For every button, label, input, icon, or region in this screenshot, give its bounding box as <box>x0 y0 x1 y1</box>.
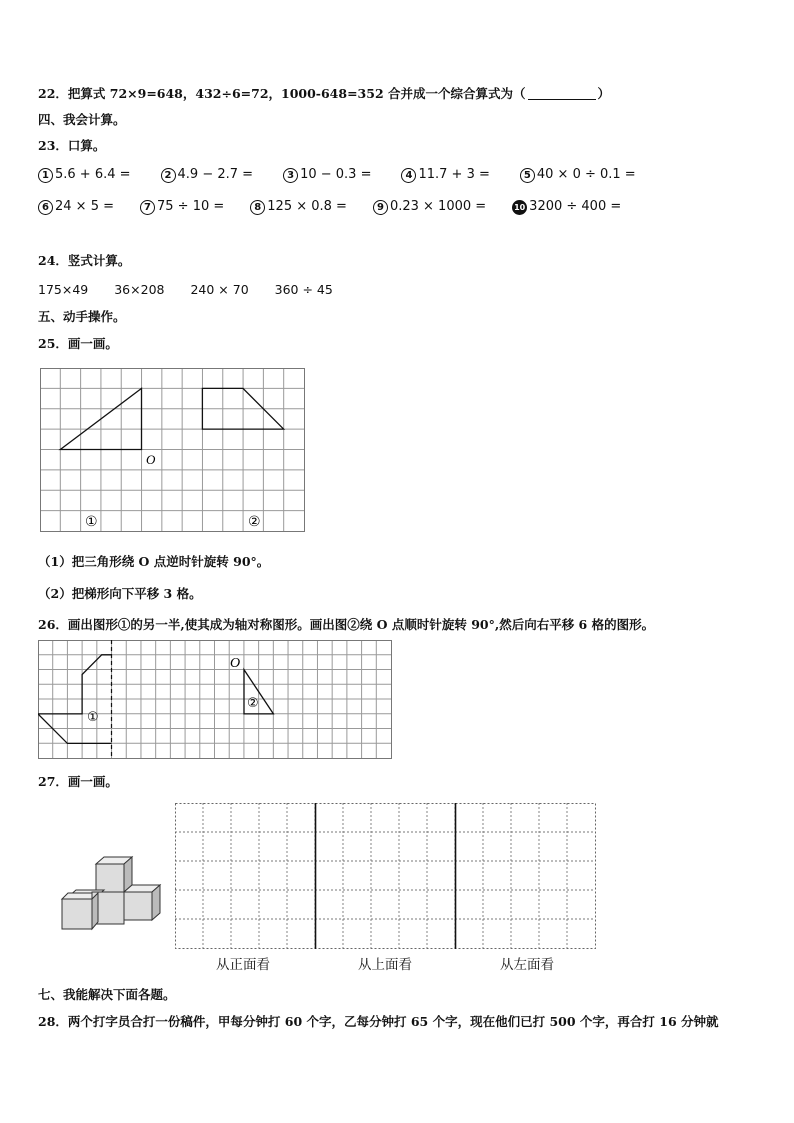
item-number-badge: 2 <box>161 168 176 183</box>
oral-calc-item <box>140 199 224 215</box>
item-number-badge: 4 <box>401 168 416 183</box>
section-7-heading: 七、我能解决下面各题。 <box>38 987 176 1002</box>
q23-row-1 <box>38 167 666 183</box>
oral-calc-item <box>38 199 114 215</box>
q26-text: 26．画出图形①的另一半,使其成为轴对称图形。画出图②绕 O 点顺时针旋转 90°,然后向右平移 6 格的图形。 <box>38 617 655 632</box>
oral-calc-item <box>373 199 486 215</box>
item-number-badge: 9 <box>373 200 388 215</box>
q27-title: 27．画一画。 <box>38 774 118 789</box>
expression: 40 × 0 ÷ 0.1 = <box>536 167 636 182</box>
figure-1-label: ① <box>85 514 98 530</box>
expression: 10 − 0.3 = <box>300 167 372 182</box>
q27-grid-lines <box>175 803 595 948</box>
item-number-badge: 7 <box>140 200 155 215</box>
item-number-badge: 6 <box>38 200 53 215</box>
top-view-caption: 从上面看 <box>358 957 412 973</box>
q27-dotted-grid[interactable] <box>175 803 599 953</box>
cube-stack-drawing <box>58 852 162 932</box>
oral-calc-item <box>401 167 489 183</box>
item-number-badge: 10 <box>512 200 527 215</box>
section-5-heading: 五、动手操作。 <box>38 309 126 324</box>
q24-item: 175×49 <box>38 282 89 297</box>
oral-calc-item <box>250 199 347 215</box>
point-o-label: O <box>146 452 156 467</box>
front-view-caption: 从正面看 <box>216 957 270 973</box>
point-o-label: O <box>230 656 241 671</box>
expression: 24 × 5 = <box>55 199 114 214</box>
oral-calc-item <box>520 167 636 183</box>
figure-1-label: ① <box>87 710 99 725</box>
q25-task-1: （1）把三角形绕 O 点逆时针旋转 90°。 <box>38 554 270 569</box>
expression: 0.23 × 1000 = <box>389 199 487 214</box>
q25-title: 25．画一画。 <box>38 336 118 351</box>
q23-row-2 <box>38 199 647 215</box>
oral-calc-item <box>283 167 371 183</box>
expression: 125 × 0.8 = <box>267 199 347 214</box>
item-number-badge: 5 <box>520 168 535 183</box>
q25-task-2: （2）把梯形向下平移 3 格。 <box>38 586 202 601</box>
q24-item: 36×208 <box>114 282 165 297</box>
q26-grid-lines <box>38 640 391 758</box>
oral-calc-item <box>38 167 131 183</box>
q25-grid-figure[interactable] <box>40 368 308 534</box>
q24-item: 360 ÷ 45 <box>274 282 333 297</box>
expression: 75 ÷ 10 = <box>157 199 225 214</box>
answer-blank[interactable] <box>528 87 596 100</box>
oral-calc-item <box>512 199 621 215</box>
q23-title: 23．口算。 <box>38 138 106 153</box>
item-number-badge: 8 <box>250 200 265 215</box>
q24-item: 240 × 70 <box>190 282 249 297</box>
expression: 5.6 + 6.4 = <box>55 167 131 182</box>
expression: 11.7 + 3 = <box>418 167 490 182</box>
q22-text: 22．把算式 72×9=648，432÷6=72，1000-648=352 合并成一个综合算式为（ ） <box>38 86 611 101</box>
item-number-badge: 3 <box>283 168 298 183</box>
q27-grid-border <box>176 804 596 949</box>
item-number-badge: 1 <box>38 168 53 183</box>
expression: 3200 ÷ 400 = <box>529 199 622 214</box>
q24-items <box>38 282 355 297</box>
q24-title: 24．竖式计算。 <box>38 253 131 268</box>
oral-calc-item <box>161 167 254 183</box>
expression: 4.9 − 2.7 = <box>177 167 254 182</box>
figure-2-label: ② <box>248 514 261 530</box>
q26-grid-figure[interactable] <box>38 640 396 762</box>
left-view-caption: 从左面看 <box>500 957 554 973</box>
q28-text: 28．两个打字员合打一份稿件，甲每分钟打 60 个字，乙每分钟打 65 个字，现在他们已打 500 个字，再合打 16 分钟就 <box>38 1014 719 1029</box>
section-4-heading: 四、我会计算。 <box>38 112 126 127</box>
figure-2-label: ② <box>247 696 259 711</box>
